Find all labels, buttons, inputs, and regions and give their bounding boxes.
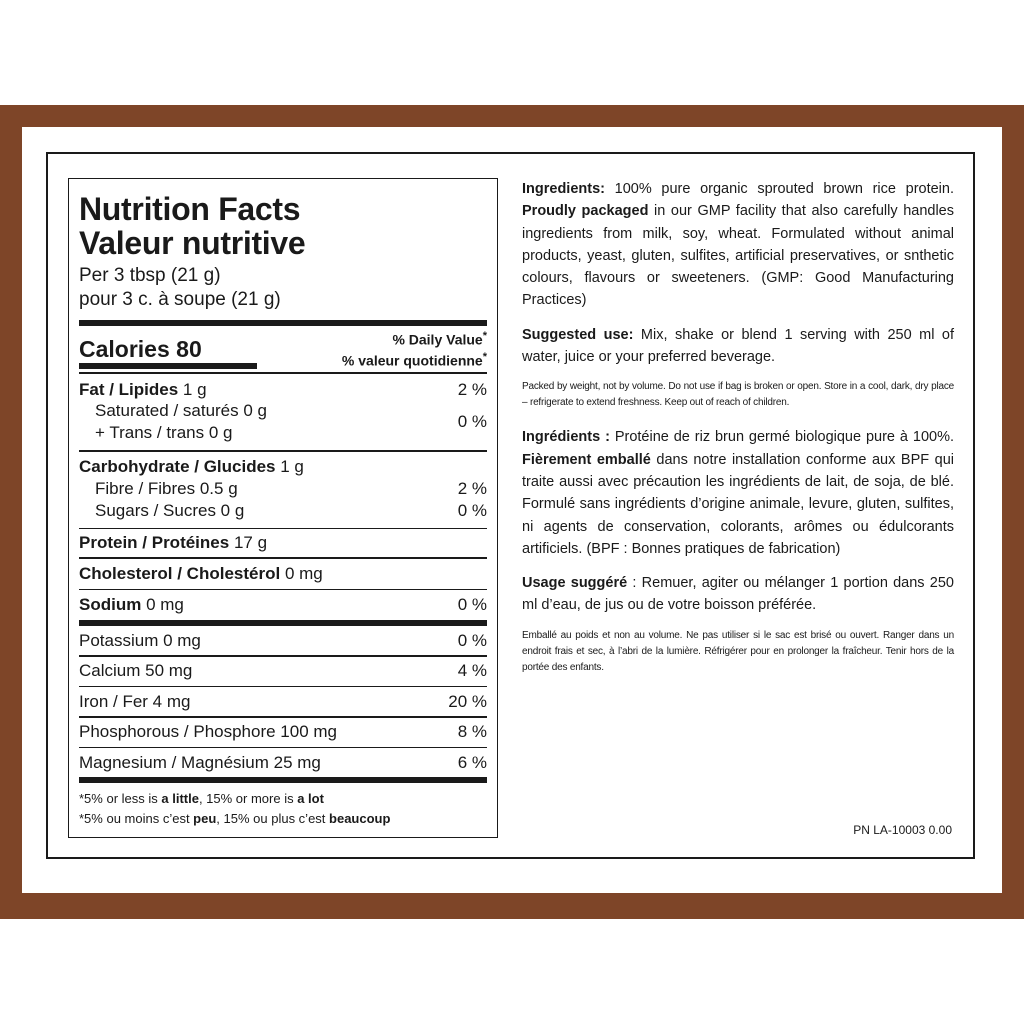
calcium-dv: 4 % xyxy=(457,661,487,680)
suggested-use-fr-label: Usage suggéré xyxy=(522,575,628,592)
footnote-fr-part1: *5% ou moins c’est xyxy=(79,811,194,826)
fibre-dv: 2 % xyxy=(457,478,487,498)
ingredients-en-text: 100% pure organic sprouted brown rice protein. xyxy=(604,181,954,197)
suggested-use-en xyxy=(522,324,954,369)
magnesium-row xyxy=(79,748,487,777)
magnesium-label: Magnesium / Magnésium 25 mg xyxy=(79,752,321,772)
suggested-use-fr xyxy=(522,572,954,617)
suggested-use-fr-text: : Remuer, agiter ou mélanger 1 portion dans 250 ml d’eau, de jus ou de votre boisson préférée. xyxy=(522,575,954,614)
sugars-row xyxy=(79,500,487,522)
fat-label: Fat / Lipides xyxy=(79,380,179,399)
fat-amount: 1 g xyxy=(182,380,207,399)
phosphorous-label: Phosphorous / Phosphore 100 mg xyxy=(79,722,338,741)
fibre-row xyxy=(79,478,487,500)
carb-row xyxy=(79,456,487,478)
ingredients-en xyxy=(522,178,954,312)
ingredients-column xyxy=(522,178,954,676)
footnote-fr-bold2: beaucoup xyxy=(329,811,391,826)
carb-amount: 1 g xyxy=(280,456,304,476)
suggested-use-en-text: Mix, shake or blend 1 serving with 250 ml of water, juice or your preferred beverage. xyxy=(522,326,955,366)
packaged-en-text: in our GMP facility that also carefully handles ingredients from milk, soy, wheat. Formulated without animal products, yeast, gluten, sulfites, artificial preservatives, or snthetic colours, flavours or sweeteners. (GMP: Good Manufacturing Practices) xyxy=(522,203,954,309)
phosphorous-dv: 8 % xyxy=(457,722,487,741)
daily-value-fr: % valeur quotidienne xyxy=(341,352,483,369)
packaged-fr-text: dans notre installation conforme aux BPF qui traite aussi avec précaution les ingrédients de lait, de soja, de blé. Formulé sans ingrédients d’origine animale, levure, gluten, sulfites, ni agents de conservation, colorants, arômes ou édulcorants artificiels. (BPF : Bonnes pratiques de fabrication) xyxy=(522,451,955,557)
packaged-en-label: Proudly packaged xyxy=(522,203,649,220)
calories-value: 80 xyxy=(176,336,202,362)
calories-label: Calories xyxy=(79,336,170,362)
saturated-label: Saturated / saturés 0 g xyxy=(95,401,267,420)
magnesium-dv: 6 % xyxy=(457,752,487,772)
footnote-en xyxy=(79,789,487,809)
nutrition-facts-table xyxy=(68,178,498,838)
cholesterol-row xyxy=(79,559,487,589)
footnote-en-bold2: a lot xyxy=(297,791,324,806)
serving-size-fr: pour 3 c. à soupe (21 g) xyxy=(79,289,281,310)
footnote-fr-bold1: peu xyxy=(193,811,217,826)
ingredients-fr-text: Protéine de riz brun germé biologique pure à 100%. xyxy=(609,429,954,446)
phosphorous-row xyxy=(79,718,487,747)
sodium-amount: 0 mg xyxy=(146,595,184,614)
divider-thick xyxy=(79,777,487,783)
protein-label: Protein / Protéines xyxy=(79,533,230,552)
sodium-row xyxy=(79,590,487,620)
suggested-use-en-label: Suggested use: xyxy=(522,326,634,343)
protein-row xyxy=(79,529,487,557)
storage-note-fr: Emballé au poids et non au volume. Ne pas utiliser si le sac est brisé ou ouvert. Ranger dans un endroit frais et sec, à l’abri de la lumière. Réfrigérer pour en prolonger la fraîcheur. Tenir hors de la portée des enfants. xyxy=(522,629,954,673)
trans-label: + Trans / trans 0 g xyxy=(95,423,233,442)
footnote-fr xyxy=(79,809,487,829)
footnote-en-bold1: a little xyxy=(161,791,199,806)
footnote-en-part2: , 15% or more is xyxy=(198,791,298,806)
sugars-label: Sugars / Sucres 0 g xyxy=(95,500,245,520)
calories-underline xyxy=(79,363,257,369)
protein-amount: 17 g xyxy=(233,533,268,552)
sodium-label: Sodium xyxy=(79,595,142,614)
packaged-fr-label: Fièrement emballé xyxy=(522,451,651,468)
cholesterol-amount: 0 mg xyxy=(284,563,323,583)
calories-text xyxy=(79,336,202,363)
ingredients-en-label: Ingredients: xyxy=(522,181,605,197)
footnote-en-part1: *5% or less is xyxy=(79,791,162,806)
daily-value-heading xyxy=(342,328,487,369)
iron-label: Iron / Fer 4 mg xyxy=(79,691,191,711)
footnote-fr-part2: , 15% ou plus c’est xyxy=(216,811,330,826)
sodium-dv: 0 % xyxy=(457,595,487,614)
part-number: PN LA-10003 0.00 xyxy=(853,823,952,837)
divider xyxy=(79,372,487,374)
calcium-row xyxy=(79,657,487,686)
fat-dv: 2 % xyxy=(457,380,487,399)
storage-note-en: Packed by weight, not by volume. Do not use if bag is broken or open. Store in a cool, dark, dry place – refrigerate to extend freshness. Keep out of reach of children. xyxy=(522,381,954,409)
calories-row xyxy=(79,326,487,372)
carb-label: Carbohydrate / Glucides xyxy=(79,456,276,476)
divider xyxy=(79,450,487,452)
potassium-dv: 0 % xyxy=(457,630,487,650)
nutrition-title-fr: Valeur nutritive xyxy=(79,225,306,261)
sat-trans-dv: 0 % xyxy=(457,412,487,431)
fibre-label: Fibre / Fibres 0.5 g xyxy=(95,478,238,498)
calcium-label: Calcium 50 mg xyxy=(79,661,193,680)
sat-trans-row xyxy=(79,400,487,444)
cholesterol-label: Cholesterol / Cholestérol xyxy=(79,563,281,583)
daily-value-en: % Daily Value xyxy=(392,331,483,348)
nutrition-title-en: Nutrition Facts xyxy=(79,191,301,227)
potassium-label: Potassium 0 mg xyxy=(79,630,201,650)
ingredients-fr-label: Ingrédients : xyxy=(522,429,610,446)
iron-row xyxy=(79,687,487,716)
ingredients-fr xyxy=(522,426,954,560)
dv-asterisk-fr: * xyxy=(482,350,487,363)
dv-asterisk-en: * xyxy=(482,330,487,342)
fat-row xyxy=(79,380,487,400)
sugars-dv: 0 % xyxy=(457,500,487,520)
serving-size-en: Per 3 tbsp (21 g) xyxy=(79,265,221,286)
potassium-row xyxy=(79,626,487,655)
iron-dv: 20 % xyxy=(448,691,487,711)
footnote xyxy=(79,789,487,829)
